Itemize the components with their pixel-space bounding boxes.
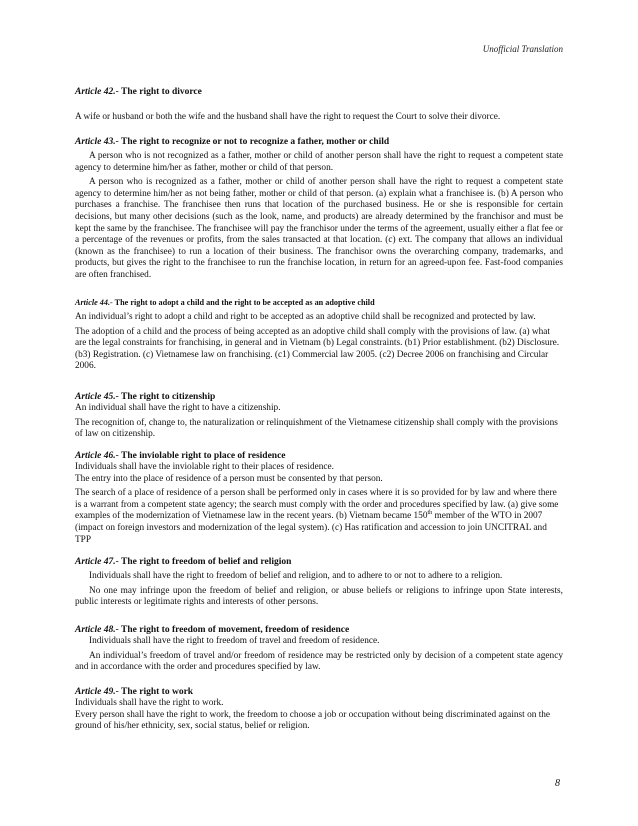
article-43 bbox=[75, 136, 563, 282]
paragraph: A wife or husband or both the wife and the husband shall have the right to request the Court to solve their divorce. bbox=[75, 112, 501, 122]
paragraph: An individual’s freedom of travel and/or freedom of residence may be restricted only by decision of a competent state agency and in accordance with the order and procedures specified by law. bbox=[75, 650, 563, 673]
article-48 bbox=[75, 624, 563, 674]
page-number: 8 bbox=[555, 778, 560, 789]
article-heading: Article 47.- The right to freedom of belief and religion bbox=[75, 557, 292, 567]
article-46 bbox=[75, 450, 563, 546]
article-heading: Article 44.- The right to adopt a child and the right to be accepted as an adoptive child bbox=[75, 298, 375, 307]
article-heading: Article 48.- The right to freedom of movement, freedom of residence bbox=[75, 625, 350, 635]
paragraph: A person who is not recognized as a father, mother or child of another person shall have the right to request a competent state agency to determine him/her as father, mother or child of that person. bbox=[75, 151, 563, 173]
article-42 bbox=[75, 86, 563, 124]
paragraph: The recognition of, change to, the naturalization or relinquishment of the Vietnamese citizenship shall comply with the provisions of law on citizenship. bbox=[75, 417, 558, 440]
paragraph: Individuals shall have the right to freedom of belief and religion, and to adhere to or not to adhere to a religion. bbox=[89, 571, 503, 581]
article-heading: Article 42.- The right to divorce bbox=[75, 87, 202, 97]
article-heading: Article 45.- The right to citizenship bbox=[75, 392, 216, 402]
paragraph: Individuals shall have the right to freedom of travel and freedom of residence. bbox=[89, 636, 380, 646]
article-49 bbox=[75, 686, 563, 733]
article-heading: Article 46.- The inviolable right to place of residence bbox=[75, 451, 286, 461]
paragraph: Individuals shall have the right to work. bbox=[75, 698, 224, 708]
article-heading: Article 49.- The right to work bbox=[75, 687, 194, 697]
paragraph: No one may infringe upon the freedom of belief and religion, or abuse beliefs or religions to infringe upon State interests, public interests or legitimate rights and interests of other persons. bbox=[75, 585, 563, 608]
article-45 bbox=[75, 391, 563, 441]
paragraph: An individual shall have the right to have a citizenship. bbox=[75, 403, 281, 413]
paragraph: Individuals shall have the inviolable right to their places of residence. bbox=[75, 462, 334, 472]
paragraph: The adoption of a child and the process of being accepted as an adoptive child shall comply with the provisions of law. (a) what are the legal constraints for franchising, in general and in Vietnam (b) Legal constraints. (b1) Prior establishment. (b2) Disclosure. (b3) Registration. (c) Vietnamese law on franchising. (c1) Commercial law 2005. (c2) Decree 2006 on franchising and Circular 2006. bbox=[75, 326, 560, 372]
article-heading: Article 43.- The right to recognize or not to recognize a father, mother or child bbox=[75, 137, 390, 147]
paragraph: Every person shall have the right to work, the freedom to choose a job or occupation without being discriminated against on the ground of his/her ethnicity, sex, social status, belief or religion. bbox=[75, 709, 551, 732]
running-header: Unofficial Translation bbox=[482, 44, 563, 54]
article-44 bbox=[75, 297, 563, 373]
paragraph: The entry into the place of residence of a person must be consented by that person. bbox=[75, 473, 383, 484]
paragraph: The search of a place of residence of a person shall be performed only in cases where it is so provided for by law and where there is a warrant from a competent state agency; the search must comply with the order and procedures specified by law. (a) give some examples of the modernization of Vietnamese law in the recent years. (b) Vietnam became 150th member of the WTO in 2007 (impact on foreign investors and modernization of the legal system). (c) Has ratification and accession to join UNCITRAL and TPP bbox=[75, 488, 559, 545]
paragraph: An individual’s right to adopt a child and right to be accepted as an adoptive child shall be recognized and protected by law. bbox=[75, 312, 536, 322]
paragraph: A person who is recognized as a father, mother or child of another person shall have the right to request a competent state agency to determine him/her as not being father, mother or child of that person. (a) explain what a franchisee is. (b) A person who purchases a franchise. The franchisee then runs that location of the purchased business. He or she is responsible for certain decisions, but many other decisions (such as the look, name, and products) are already determined by the franchisor and must be kept the same by the franchisee. The franchisee will pay the franchisor under the terms of the agreement, usually either a flat fee or a percentage of the revenues or profits, from the sales transacted at that location. (c) ext. The company that allows an individual (known as the franchisee) to run a location of their business. The franchisor owns the overarching company, trademarks, and products, but gives the right to the franchisee to run the franchise location, in return for an agreed-upon fee. Fast-food companies are often franchised. bbox=[75, 177, 563, 280]
article-47 bbox=[75, 556, 563, 609]
